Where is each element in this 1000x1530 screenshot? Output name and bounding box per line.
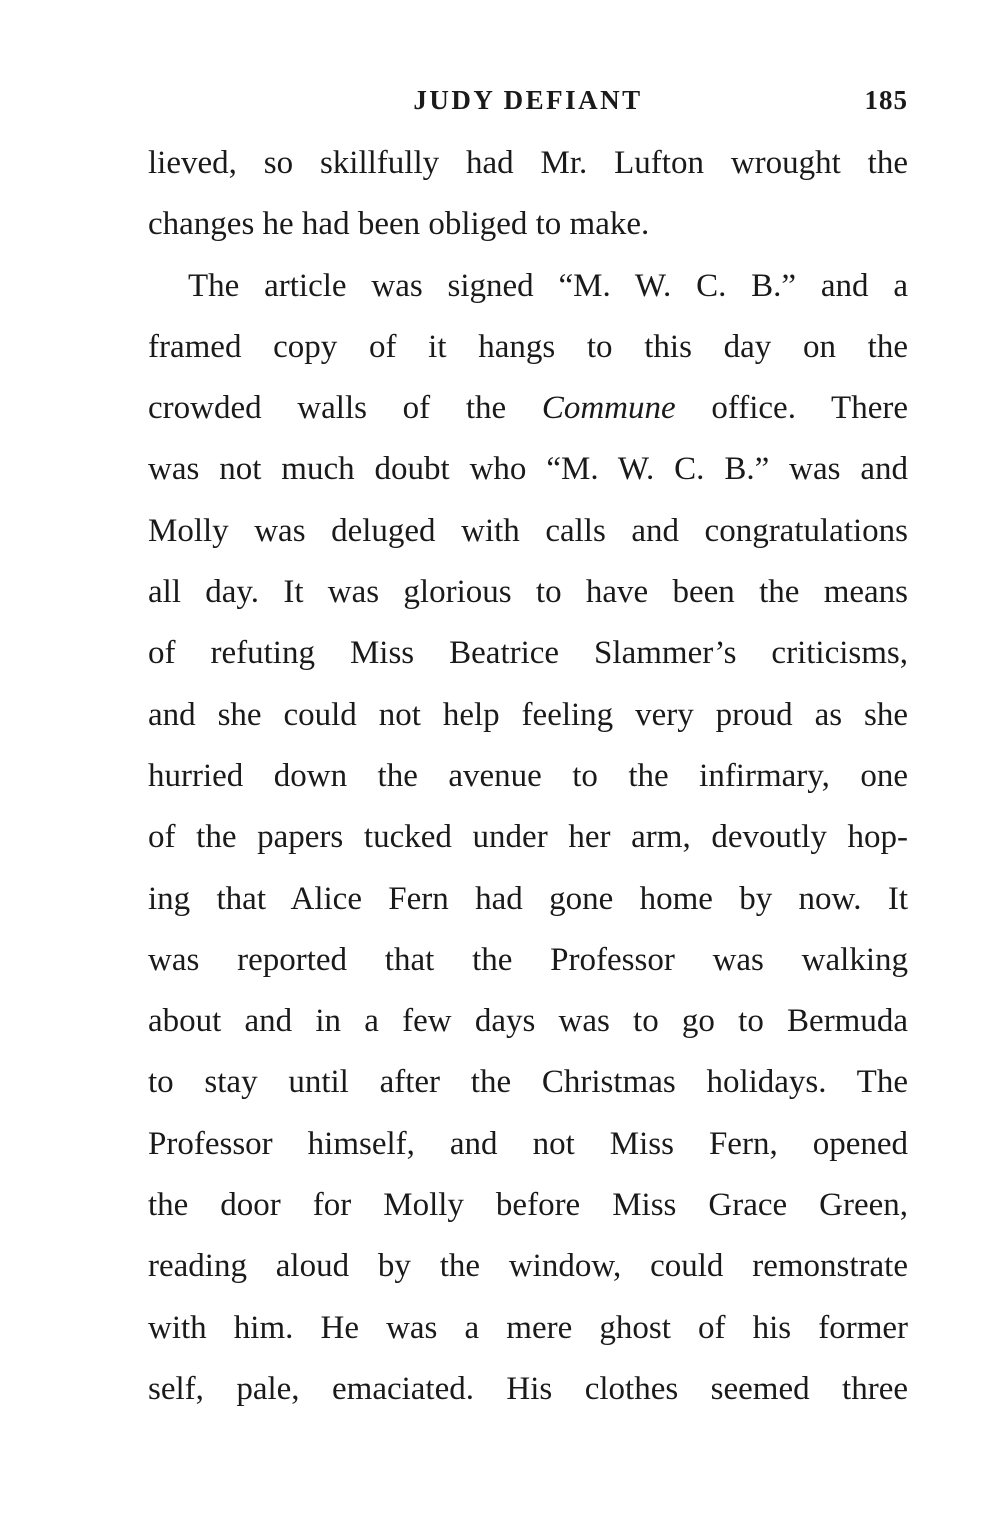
text-line: was not much doubt who “M. W. C. B.” was and [148, 451, 908, 488]
text-line: of refuting Miss Beatrice Slammer’s criticisms, [148, 635, 908, 672]
text-line: was reported that the Professor was walking [148, 941, 908, 978]
text-line: self, pale, emaciated. His clothes seemed three [148, 1370, 908, 1407]
text-line: The article was signed “M. W. C. B.” and a [188, 267, 908, 304]
text-line: framed copy of it hangs to this day on the [148, 328, 908, 365]
text-line: to stay until after the Christmas holidays. The [148, 1064, 908, 1101]
text-segment: office. There [675, 390, 908, 427]
text-line: changes he had been obliged to make. [148, 206, 650, 243]
text-line: with him. He was a mere ghost of his former [148, 1309, 908, 1346]
text-line: all day. It was glorious to have been the means [148, 574, 908, 611]
text-line [148, 378, 908, 439]
text-segment: crowded walls of the [148, 390, 542, 427]
text-line: of the papers tucked under her arm, devoutly hop- [148, 819, 908, 856]
running-title: JUDY DEFIANT [413, 85, 643, 115]
text-line: Molly was deluged with calls and congratulations [148, 512, 908, 549]
text-line: reading aloud by the window, could remonstrate [148, 1248, 908, 1285]
text-line: ing that Alice Fern had gone home by now. It [148, 880, 908, 917]
running-head [148, 80, 908, 120]
text-line: about and in a few days was to go to Bermuda [148, 1003, 908, 1040]
text-line: Professor himself, and not Miss Fern, opened [148, 1125, 908, 1162]
body-text [148, 133, 908, 1420]
text-line: lieved, so skillfully had Mr. Lufton wrought the [148, 145, 908, 181]
text-line: and she could not help feeling very proud as she [148, 696, 908, 733]
text-line: the door for Molly before Miss Grace Green, [148, 1187, 908, 1224]
newspaper-title: Commune [541, 390, 676, 427]
text-line: hurried down the avenue to the infirmary, one [148, 757, 908, 794]
page-number: 185 [864, 85, 908, 115]
